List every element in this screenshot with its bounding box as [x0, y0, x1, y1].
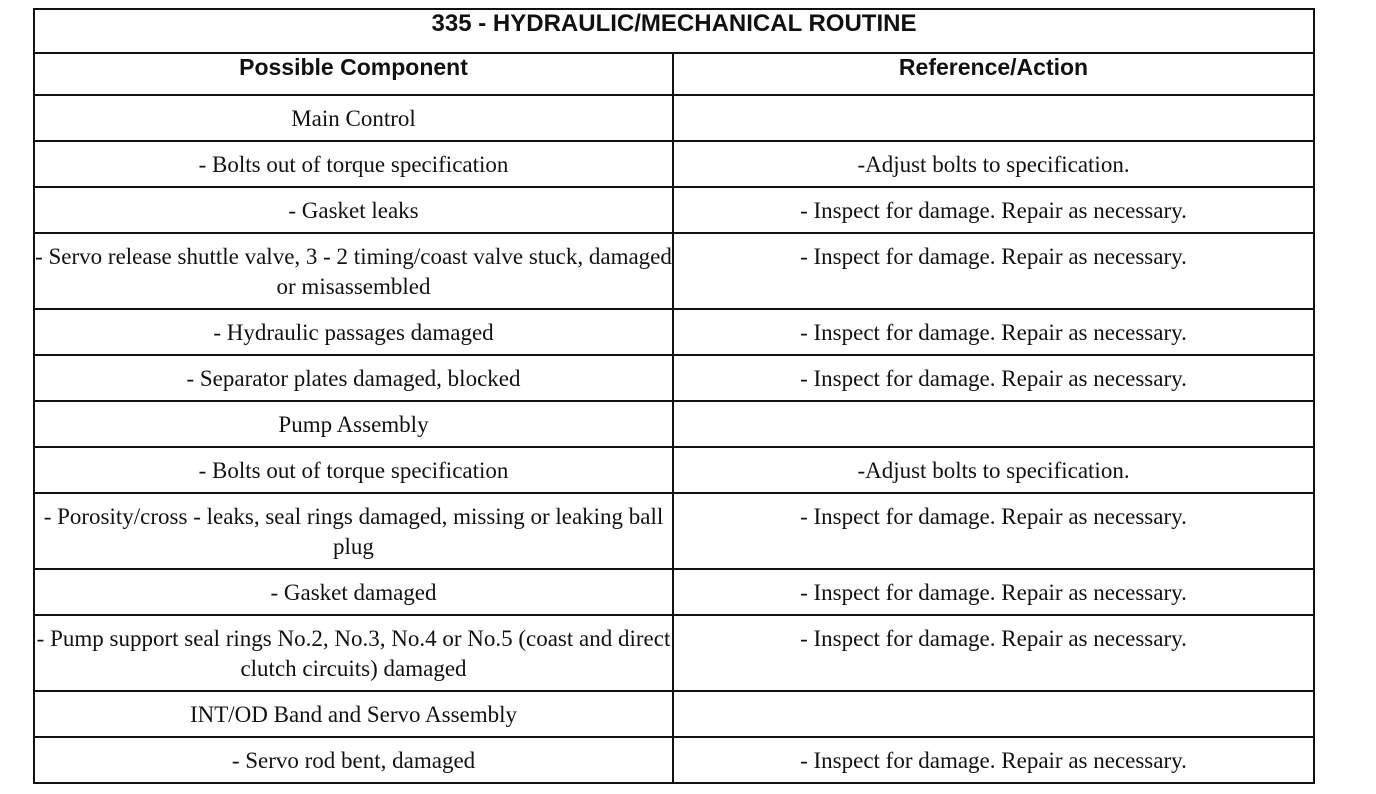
- action-text: [674, 96, 1313, 104]
- component-text: - Gasket damaged: [270, 580, 437, 605]
- component-text: Main Control: [291, 106, 416, 131]
- action-cell: [673, 141, 1314, 187]
- action-text: - Inspect for damage. Repair as necessary.: [800, 320, 1187, 345]
- component-text: - Hydraulic passages damaged: [213, 320, 494, 345]
- table-row: [34, 401, 1314, 447]
- component-text: - Porosity/cross - leaks, seal rings damaged, missing or leaking ball plug: [43, 504, 664, 559]
- action-text: -Adjust bolts to specification.: [857, 152, 1130, 177]
- header-row: [34, 53, 1314, 95]
- action-cell: [673, 309, 1314, 355]
- action-cell: [673, 493, 1314, 569]
- table-row: [34, 187, 1314, 233]
- component-cell: [34, 187, 673, 233]
- action-cell: [673, 615, 1314, 691]
- component-text: - Pump support seal rings No.2, No.3, No.4 or No.5 (coast and direct clutch circuits) damaged: [36, 626, 671, 681]
- component-cell: [34, 141, 673, 187]
- action-text: -Adjust bolts to specification.: [857, 458, 1130, 483]
- action-cell: [673, 447, 1314, 493]
- component-text: - Gasket leaks: [288, 198, 419, 223]
- table-row: [34, 569, 1314, 615]
- table-row: [34, 309, 1314, 355]
- column-header-component: Possible Component: [34, 53, 673, 95]
- action-text: - Inspect for damage. Repair as necessary.: [800, 244, 1187, 269]
- column-header-action: Reference/Action: [673, 53, 1314, 95]
- action-cell: [673, 691, 1314, 737]
- component-text: Pump Assembly: [278, 412, 429, 437]
- component-cell: [34, 95, 673, 141]
- action-text: - Inspect for damage. Repair as necessary.: [800, 366, 1187, 391]
- component-cell: [34, 447, 673, 493]
- component-cell: [34, 615, 673, 691]
- component-text: - Servo rod bent, damaged: [231, 748, 476, 773]
- table-row: [34, 615, 1314, 691]
- action-cell: [673, 95, 1314, 141]
- component-text: INT/OD Band and Servo Assembly: [189, 702, 518, 727]
- component-cell: [34, 569, 673, 615]
- action-cell: [673, 187, 1314, 233]
- table-row: [34, 233, 1314, 309]
- table-row: [34, 95, 1314, 141]
- table-title: 335 - HYDRAULIC/MECHANICAL ROUTINE: [34, 9, 1314, 53]
- action-text: [674, 402, 1313, 410]
- component-cell: [34, 493, 673, 569]
- component-text: - Bolts out of torque specification: [198, 458, 509, 483]
- table-row: [34, 447, 1314, 493]
- action-text: - Inspect for damage. Repair as necessary.: [800, 580, 1187, 605]
- component-cell: [34, 233, 673, 309]
- action-cell: [673, 569, 1314, 615]
- action-cell: [673, 355, 1314, 401]
- table-row: [34, 691, 1314, 737]
- action-text: - Inspect for damage. Repair as necessary.: [800, 504, 1187, 529]
- component-cell: [34, 401, 673, 447]
- component-text: - Servo release shuttle valve, 3 - 2 timing/coast valve stuck, damaged or misassembled: [35, 244, 672, 299]
- action-cell: [673, 233, 1314, 309]
- action-cell: [673, 401, 1314, 447]
- component-cell: [34, 309, 673, 355]
- component-cell: [34, 355, 673, 401]
- component-text: - Bolts out of torque specification: [198, 152, 509, 177]
- component-cell: [34, 737, 673, 783]
- component-cell: [34, 691, 673, 737]
- component-text: - Separator plates damaged, blocked: [186, 366, 521, 391]
- action-text: - Inspect for damage. Repair as necessary.: [800, 626, 1187, 651]
- action-text: - Inspect for damage. Repair as necessary.: [800, 198, 1187, 223]
- title-row: [34, 9, 1314, 53]
- table-row: [34, 355, 1314, 401]
- action-text: - Inspect for damage. Repair as necessary.: [800, 748, 1187, 773]
- routine-table: [33, 8, 1315, 784]
- table-row: [34, 493, 1314, 569]
- table-row: [34, 737, 1314, 783]
- action-text: [674, 692, 1313, 700]
- action-cell: [673, 737, 1314, 783]
- table-row: [34, 141, 1314, 187]
